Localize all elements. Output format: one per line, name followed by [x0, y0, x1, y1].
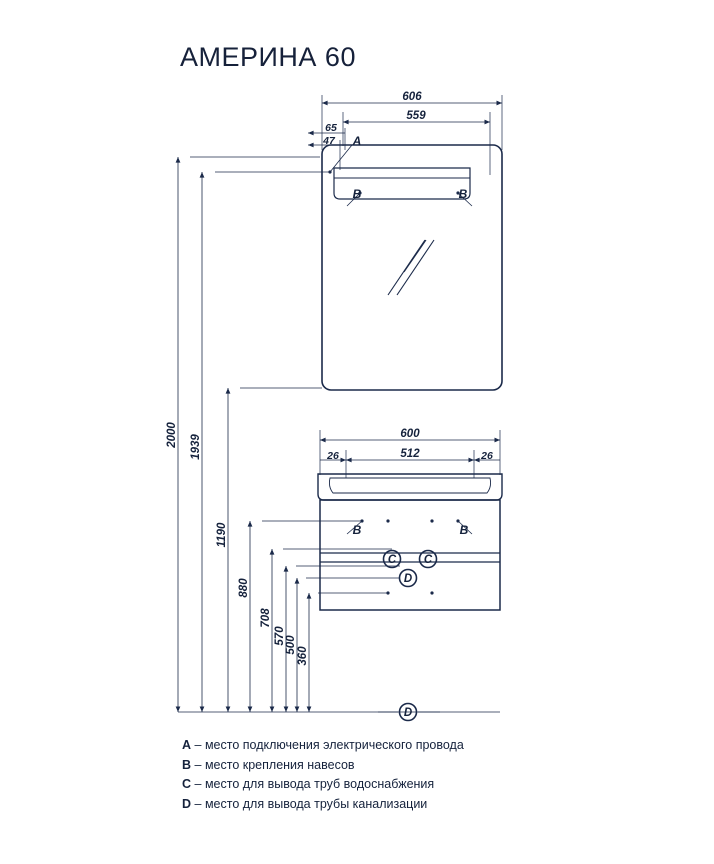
dim-mirror-left-offset: 65	[325, 122, 337, 134]
dim-height-2000: 2000	[166, 422, 178, 448]
legend-item-b	[182, 756, 602, 776]
dim-cabinet-overall-width: 600	[400, 428, 420, 440]
marker-a-power: A	[352, 134, 362, 148]
legend-dash-d: –	[194, 796, 202, 811]
legend-key-b: B	[182, 757, 192, 772]
marker-b-mirror-left: B	[352, 187, 362, 201]
dim-mirror-inner-width: 559	[406, 110, 426, 122]
dim-cabinet-inner-width: 512	[400, 448, 420, 460]
marker-d-drain: D	[403, 573, 413, 585]
dim-cabinet-right-margin: 26	[481, 450, 493, 462]
dim-height-1939: 1939	[190, 434, 202, 460]
marker-c-water-left: C	[387, 554, 397, 566]
marker-d-floor-drain: D	[403, 707, 413, 719]
dim-height-708: 708	[260, 608, 272, 628]
legend-key-c: C	[182, 777, 192, 791]
page-title: АМЕРИНА 60	[180, 42, 356, 72]
legend-text-a: место подключения электрического провода	[204, 738, 464, 752]
legend	[182, 736, 602, 814]
legend-key-d: D	[182, 796, 192, 811]
dim-height-360: 360	[297, 646, 309, 666]
marker-b-mirror-right: B	[458, 187, 468, 201]
marker-c-water-right: C	[423, 554, 433, 566]
legend-dash-c: –	[194, 777, 202, 791]
legend-text-d: место для вывода трубы канализации	[204, 796, 428, 811]
legend-item-d	[182, 795, 602, 815]
legend-dash-b: –	[194, 757, 202, 772]
dim-height-570: 570	[274, 626, 286, 646]
legend-item-a	[182, 736, 602, 756]
dim-height-880: 880	[238, 578, 250, 598]
legend-item-c	[182, 775, 602, 795]
dim-mirror-overall-width: 606	[402, 91, 422, 103]
legend-key-a: A	[182, 738, 192, 752]
marker-b-cabinet-right: B	[459, 523, 469, 537]
legend-text-b: место крепления навесов	[204, 757, 355, 772]
dim-height-500: 500	[285, 635, 297, 655]
dim-cabinet-left-margin: 26	[327, 450, 339, 462]
legend-dash-a: –	[194, 738, 202, 752]
dim-height-1190: 1190	[216, 522, 228, 548]
marker-b-cabinet-left: B	[352, 523, 362, 537]
legend-text-c: место для вывода труб водоснабжения	[204, 777, 435, 791]
dim-mirror-lamp-offset: 47	[323, 135, 335, 147]
